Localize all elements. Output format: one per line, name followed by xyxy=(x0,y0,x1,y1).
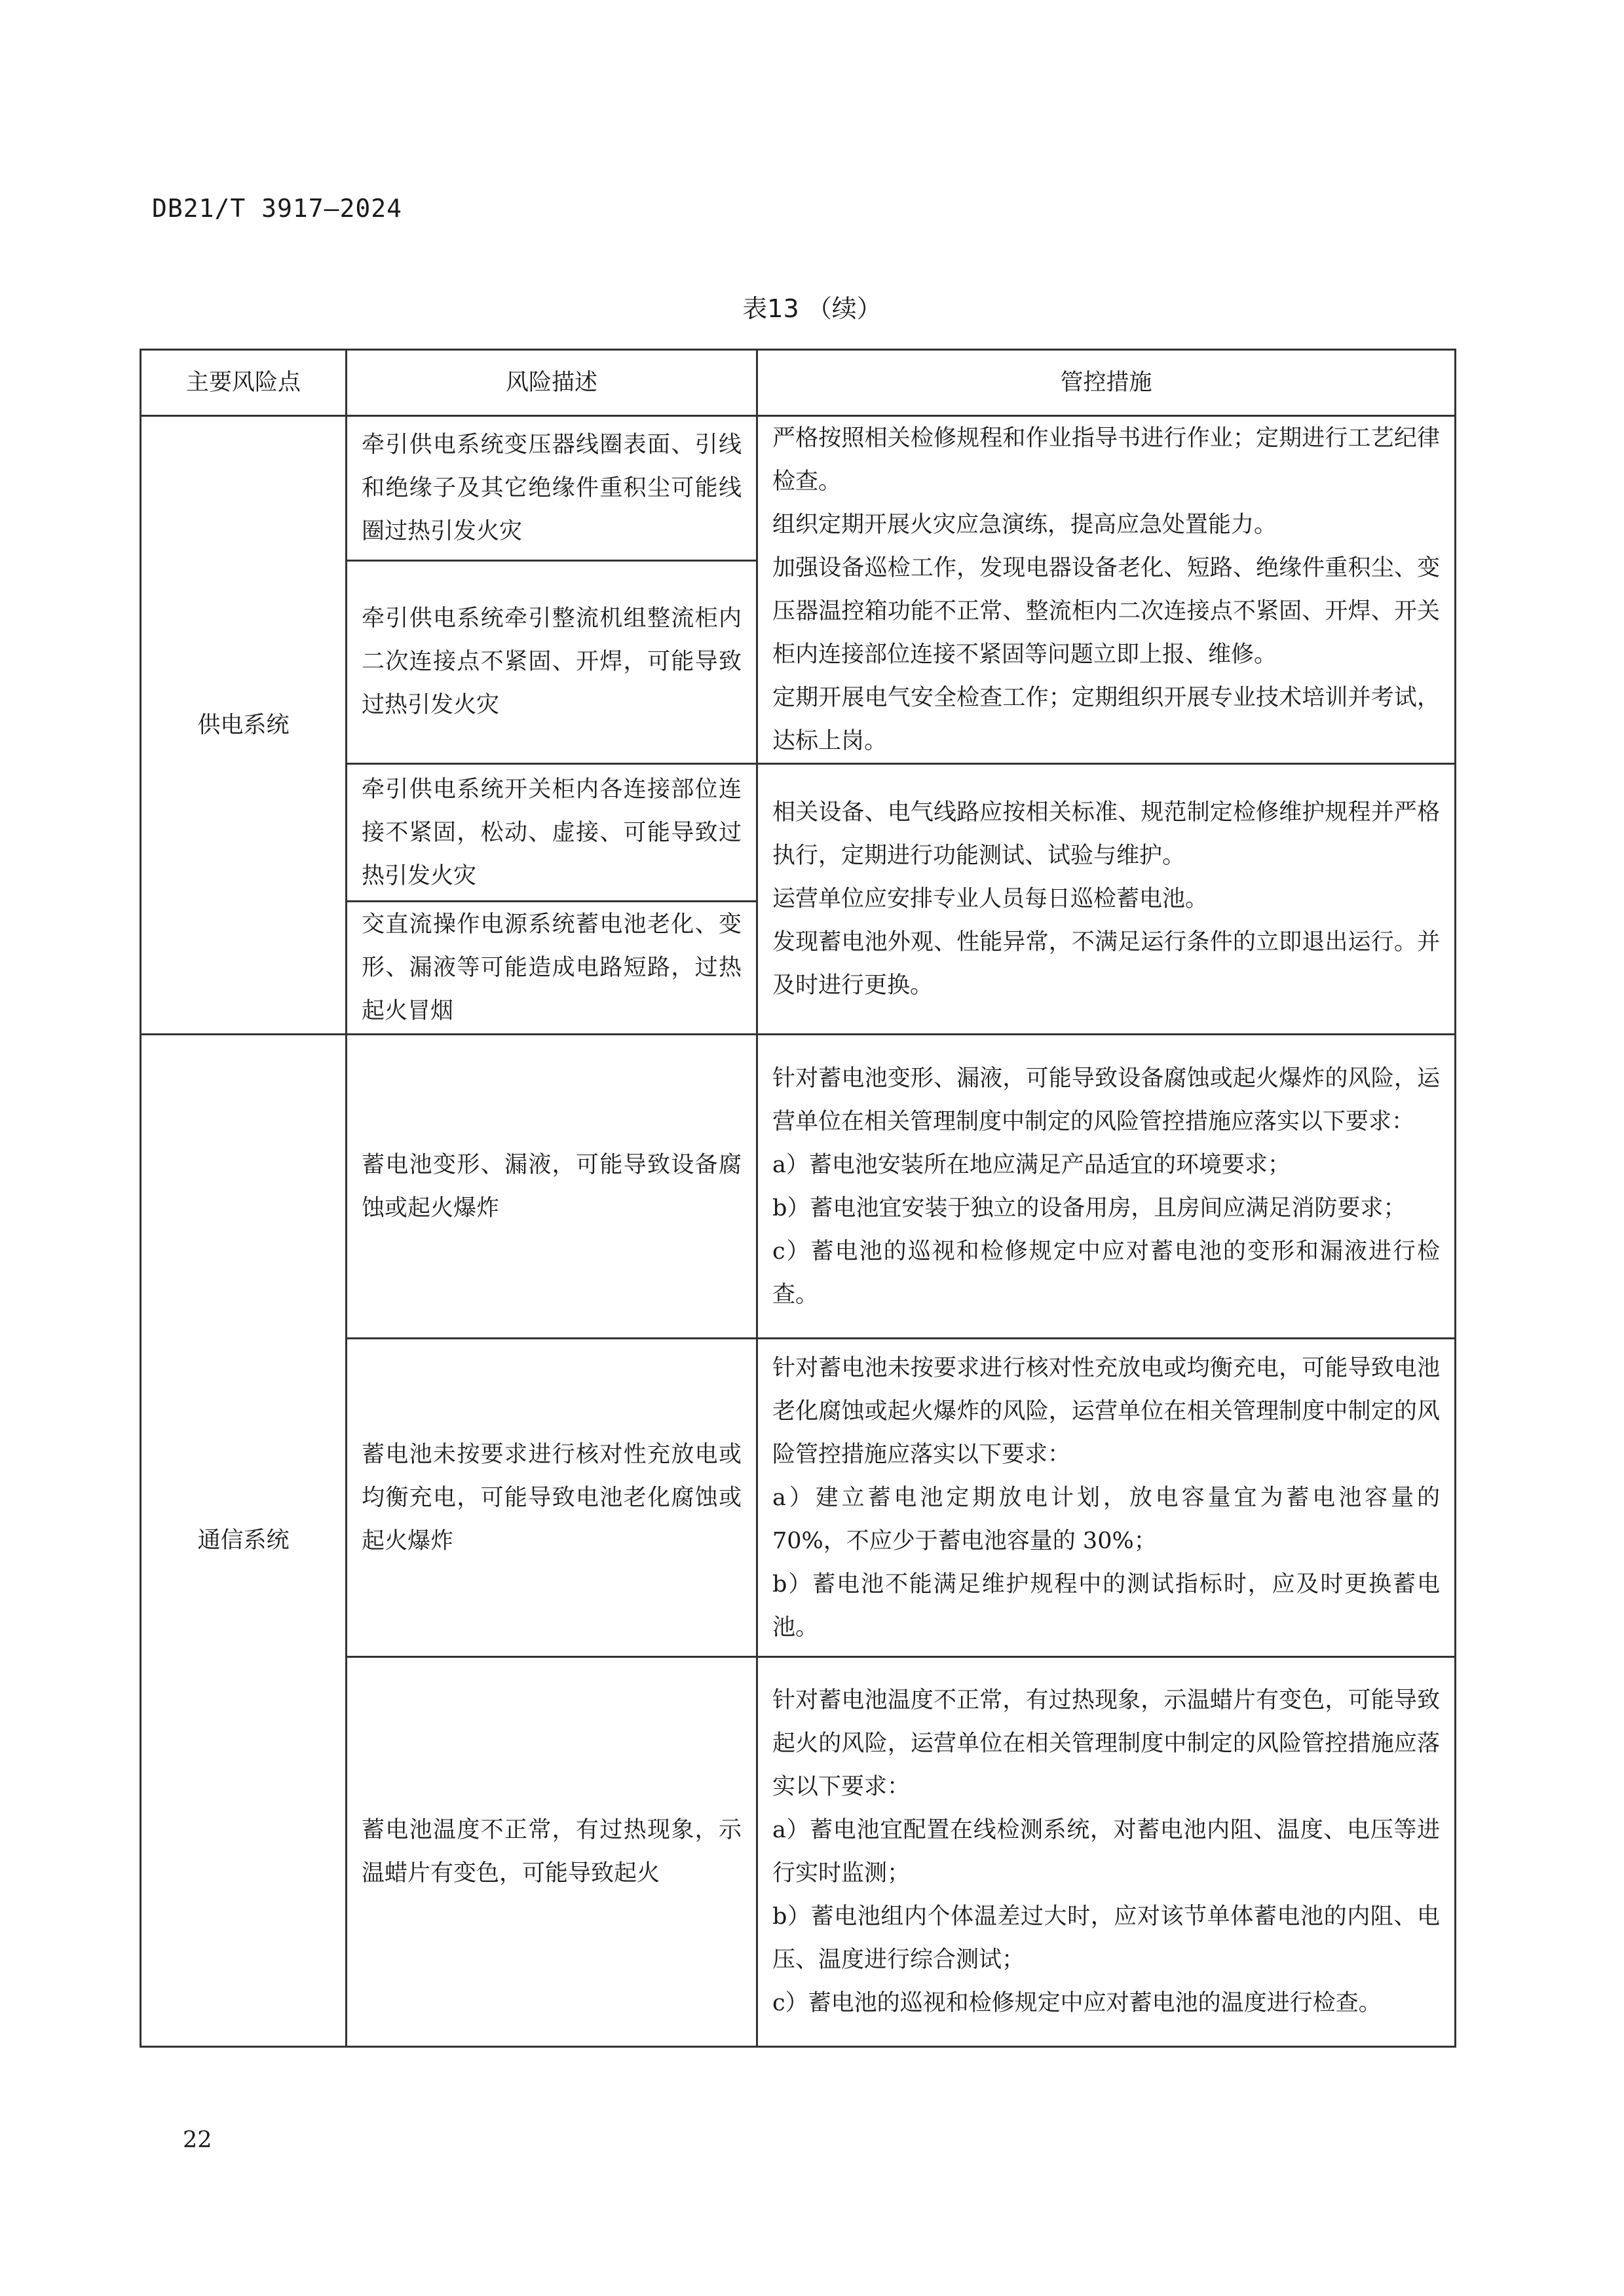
measure-paragraph: 加强设备巡检工作，发现电器设备老化、短路、绝缘件重积尘、变压器温控箱功能不正常、整流柜内二次连接点不紧固、开焊、开关柜内连接部位连接不紧固等问题立即上报、维修。 xyxy=(772,555,1440,668)
control-measures xyxy=(757,1035,1456,1339)
measure-paragraph: a）蓄电池安装所在地应满足产品适宜的环境要求； xyxy=(772,1151,1291,1178)
measure-paragraph: c）蓄电池的巡视和检修规定中应对蓄电池的变形和漏液进行检查。 xyxy=(772,1238,1440,1308)
measure-paragraph: 组织定期开展火灾应急演练，提高应急处置能力。 xyxy=(772,512,1277,538)
control-measures xyxy=(757,764,1456,1035)
table-row xyxy=(141,1035,1456,1339)
column-header: 管控措施 xyxy=(757,350,1456,416)
measure-paragraph: 针对蓄电池变形、漏液，可能导致设备腐蚀或起火爆炸的风险，运营单位在相关管理制度中制定的风险管控措施应落实以下要求： xyxy=(772,1065,1440,1135)
control-measures xyxy=(757,1339,1456,1657)
control-measures xyxy=(757,1657,1456,2047)
measure-paragraph: 严格按照相关检修规程和作业指导书进行作业；定期进行工艺纪律检查。 xyxy=(772,425,1440,495)
category-cell: 供电系统 xyxy=(141,416,347,1035)
category-cell: 通信系统 xyxy=(141,1035,347,2047)
measure-paragraph: 相关设备、电气线路应按相关标准、规范制定检修维护规程并严格执行，定期进行功能测试、试验与维护。 xyxy=(772,799,1440,869)
measure-paragraph: b）蓄电池宜安装于独立的设备用房，且房间应满足消防要求； xyxy=(772,1195,1407,1221)
risk-description: 牵引供电系统牵引整流机组整流柜内二次连接点不紧固、开焊，可能导致过热引发火灾 xyxy=(347,560,757,763)
measure-paragraph: c）蓄电池的巡视和检修规定中应对蓄电池的温度进行检查。 xyxy=(772,1990,1382,2016)
risk-description: 牵引供电系统变压器线圈表面、引线和绝缘子及其它绝缘件重积尘可能线圈过热引发火灾 xyxy=(347,416,757,561)
risk-description: 蓄电池未按要求进行核对性充放电或均衡充电，可能导致电池老化腐蚀或起火爆炸 xyxy=(347,1339,757,1657)
measure-paragraph: b）蓄电池组内个体温差过大时，应对该节单体蓄电池的内阻、电压、温度进行综合测试； xyxy=(772,1904,1440,1973)
risk-table xyxy=(140,349,1456,2048)
measure-paragraph: 运营单位应安排专业人员每日巡检蓄电池。 xyxy=(772,886,1209,912)
risk-description: 交直流操作电源系统蓄电池老化、变形、漏液等可能造成电路短路，过热起火冒烟 xyxy=(347,902,757,1035)
risk-description: 牵引供电系统开关柜内各连接部位连接不紧固，松动、虚接、可能导致过热引发火灾 xyxy=(347,764,757,902)
column-header: 风险描述 xyxy=(347,350,757,416)
measure-paragraph: 定期开展电气安全检查工作；定期组织开展专业技术培训并考试，达标上岗。 xyxy=(772,685,1440,754)
table-row xyxy=(141,416,1456,561)
risk-description: 蓄电池温度不正常，有过热现象，示温蜡片有变色，可能导致起火 xyxy=(347,1657,757,2047)
measure-paragraph: 针对蓄电池未按要求进行核对性充放电或均衡充电，可能导致电池老化腐蚀或起火爆炸的风险，运营单位在相关管理制度中制定的风险管控措施应落实以下要求： xyxy=(772,1354,1440,1468)
table-title: 表13 （续） xyxy=(742,294,882,323)
measure-paragraph: b）蓄电池不能满足维护规程中的测试指标时，应及时更换蓄电池。 xyxy=(772,1571,1440,1641)
page-number: 22 xyxy=(183,2127,212,2153)
control-measures xyxy=(757,416,1456,764)
measure-paragraph: a）建立蓄电池定期放电计划，放电容量宜为蓄电池容量的 70%，不应少于蓄电池容量的 30%； xyxy=(772,1484,1440,1554)
measure-paragraph: 针对蓄电池温度不正常，有过热现象，示温蜡片有变色，可能导致起火的风险，运营单位在相关管理制度中制定的风险管控措施应落实以下要求： xyxy=(772,1687,1440,1800)
risk-description: 蓄电池变形、漏液，可能导致设备腐蚀或起火爆炸 xyxy=(347,1035,757,1339)
document-code: DB21/T 3917—2024 xyxy=(152,194,403,223)
measure-paragraph: 发现蓄电池外观、性能异常，不满足运行条件的立即退出运行。并及时进行更换。 xyxy=(772,929,1440,999)
column-header: 主要风险点 xyxy=(141,350,347,416)
table-header-row xyxy=(141,350,1456,416)
measure-paragraph: a）蓄电池宜配置在线检测系统，对蓄电池内阻、温度、电压等进行实时监测； xyxy=(772,1817,1440,1886)
